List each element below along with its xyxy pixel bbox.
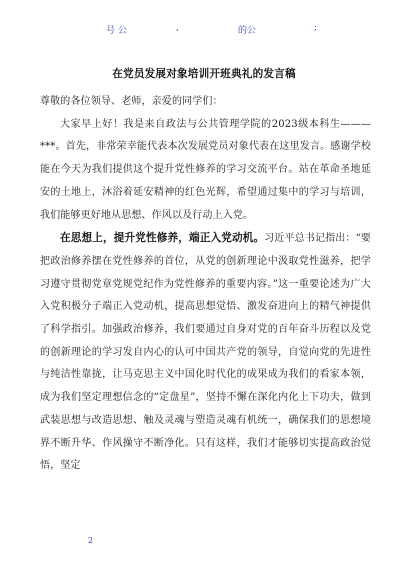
header-left-text: 号 公 <box>106 26 127 36</box>
paragraph-thought <box>40 227 371 478</box>
page-header <box>0 23 408 37</box>
salutation: 尊敬的各位领导、老师，亲爱的同学们： <box>40 96 223 107</box>
header-middle-text: , <box>176 23 179 33</box>
paragraph-intro: 大家早上好！我是来自政法与公共管理学院的2023级本科生———***。首先，非常荣幸能代表本次发展党员对象代表在这里发言。感谢学校能在今天为我们提供这个提升党性修养的学习交流平台。站在革命圣地延安的土地上，沐浴着延安精神的红色光辉，希望通过集中的学习与培训，我们能够更好地从思想、作风以及行动上入党。 <box>40 118 371 221</box>
page-footer-mark: 2 <box>88 536 94 545</box>
document-body <box>40 91 371 478</box>
header-right-text: 的公 <box>238 26 257 36</box>
document-title: 在党员发展对象培训开班典礼的发言稿 <box>112 68 296 80</box>
header-end-text: ; <box>314 23 318 33</box>
paragraph-thought-body: 习近平总书记指出：“要把政治修养摆在党性修养的首位，从党的创新理论中汲取党性滋养，把学习遵守贯彻党章党规党纪作为党性修养的重要内容。”这一重要论述为广大入党积极分子端正入党动机，提高思想觉悟、激发奋进向上的精气神提供了科学指引。加强政治修养，我们要通过自身对党的百年奋斗历程以及党的创新理论的学习发自内心的认可中国共产党的领导，自觉向党的先进性与纯洁性靠拢，让马克思主义中国化时代化的成果成为我们的看家本领，成为我们坚定理想信念的“定盘星”，坚持不懈在深化内化上下功夫，做到武装思想与改造思想、触及灵魂与塑造灵魂有机统一，确保我们的思想境界不断升华、作风操守不断净化。只有这样，我们才能够切实提高政治觉悟，坚定 <box>40 233 371 472</box>
section-heading: 在思想上，提升党性修养，端正入党动机。 <box>60 232 265 245</box>
